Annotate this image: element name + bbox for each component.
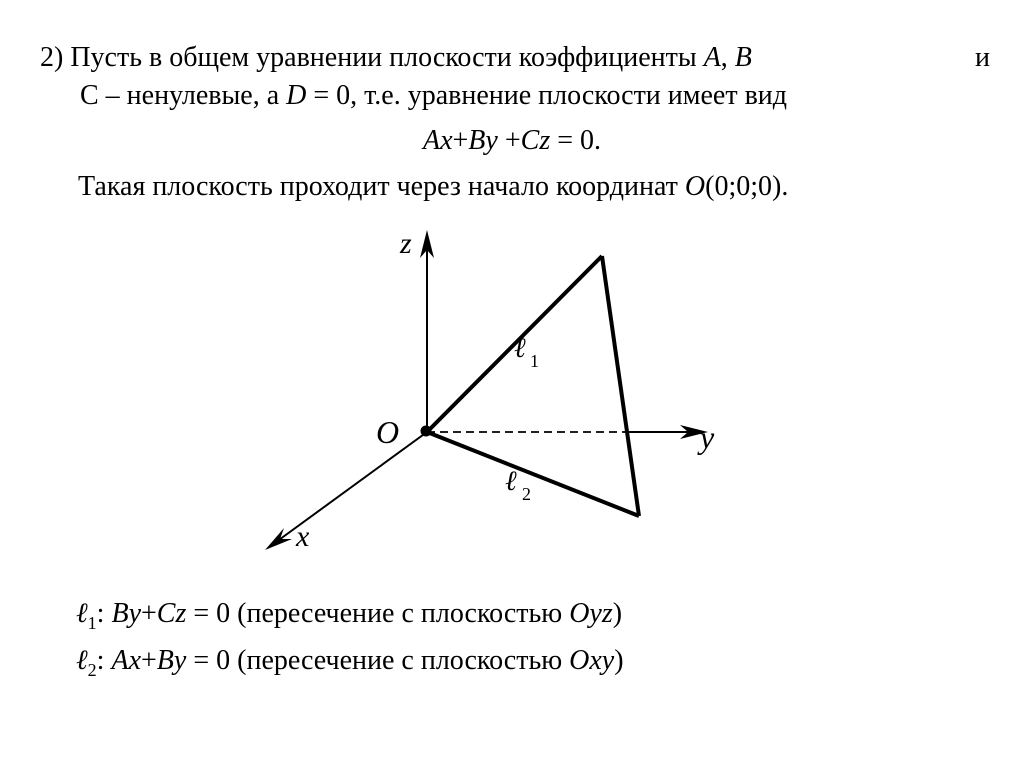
coef-a: A bbox=[703, 42, 721, 73]
eq-a: A bbox=[422, 125, 441, 156]
l1-label-index: 1 bbox=[530, 351, 539, 371]
statement-text: Такая плоскость проходит через начало координат bbox=[78, 171, 685, 202]
origin-point bbox=[421, 426, 432, 437]
close-paren: ) bbox=[614, 645, 624, 676]
eq-x: x bbox=[440, 125, 453, 156]
eq-z: z bbox=[539, 125, 551, 156]
z-axis-label: z bbox=[400, 227, 412, 260]
legend-colon: : bbox=[96, 598, 112, 629]
legend-colon: : bbox=[96, 645, 112, 676]
eq-y: y bbox=[128, 598, 141, 629]
ell-index: 2 bbox=[87, 660, 97, 680]
comma: , bbox=[720, 42, 735, 73]
eq-b: B bbox=[111, 598, 129, 629]
eq-a: A bbox=[111, 645, 129, 676]
legend-text: = 0 (пересечение с плоскостью bbox=[186, 645, 570, 676]
eq-y: y bbox=[485, 125, 498, 156]
eq-b: B bbox=[468, 125, 486, 156]
conjunction-i: и bbox=[975, 42, 990, 73]
plane-name: Oyz bbox=[569, 598, 613, 629]
ell-symbol: ℓ bbox=[76, 598, 88, 629]
x-axis-label: x bbox=[296, 520, 310, 553]
plane-far-edge bbox=[602, 256, 639, 516]
statement-text: 2) Пусть в общем уравнении плоскости коэффициенты bbox=[40, 42, 704, 73]
coef-b: B bbox=[734, 42, 752, 73]
eq-c: C bbox=[156, 598, 176, 629]
statement-text: = 0, т.е. уравнение плоскости имеет вид bbox=[306, 80, 788, 111]
l1-label-symbol: ℓ bbox=[514, 333, 526, 364]
legend-l1 bbox=[76, 598, 622, 632]
origin-label: O bbox=[376, 414, 400, 450]
eq-x: x bbox=[128, 645, 141, 676]
eq-plus: + bbox=[141, 645, 157, 676]
eq-b: B bbox=[156, 645, 174, 676]
y-axis-label: y bbox=[700, 419, 715, 455]
ell-index: 1 bbox=[87, 613, 97, 633]
eq-z: z bbox=[175, 598, 187, 629]
legend-l2 bbox=[76, 645, 624, 679]
ell-symbol: ℓ bbox=[76, 645, 88, 676]
eq-plus: + bbox=[141, 598, 157, 629]
eq-plus: + bbox=[497, 125, 521, 156]
eq-c: C bbox=[520, 125, 540, 156]
origin-o: O bbox=[684, 171, 706, 202]
origin-coords: (0;0;0). bbox=[705, 171, 789, 202]
eq-plus: + bbox=[452, 125, 469, 156]
eq-y: y bbox=[173, 645, 187, 676]
coef-d: D bbox=[286, 80, 307, 111]
l2-label-index: 2 bbox=[522, 484, 531, 504]
eq-end: = 0. bbox=[550, 125, 602, 156]
close-paren: ) bbox=[612, 598, 623, 629]
legend-text: = 0 (пересечение с плоскостью bbox=[186, 598, 570, 629]
x-axis-arrowhead bbox=[265, 528, 292, 550]
line-l2 bbox=[427, 432, 639, 516]
statement-text: С – ненулевые, а bbox=[80, 80, 287, 111]
plane-name: Oxy bbox=[569, 645, 615, 676]
l2-label-symbol: ℓ bbox=[505, 466, 517, 497]
